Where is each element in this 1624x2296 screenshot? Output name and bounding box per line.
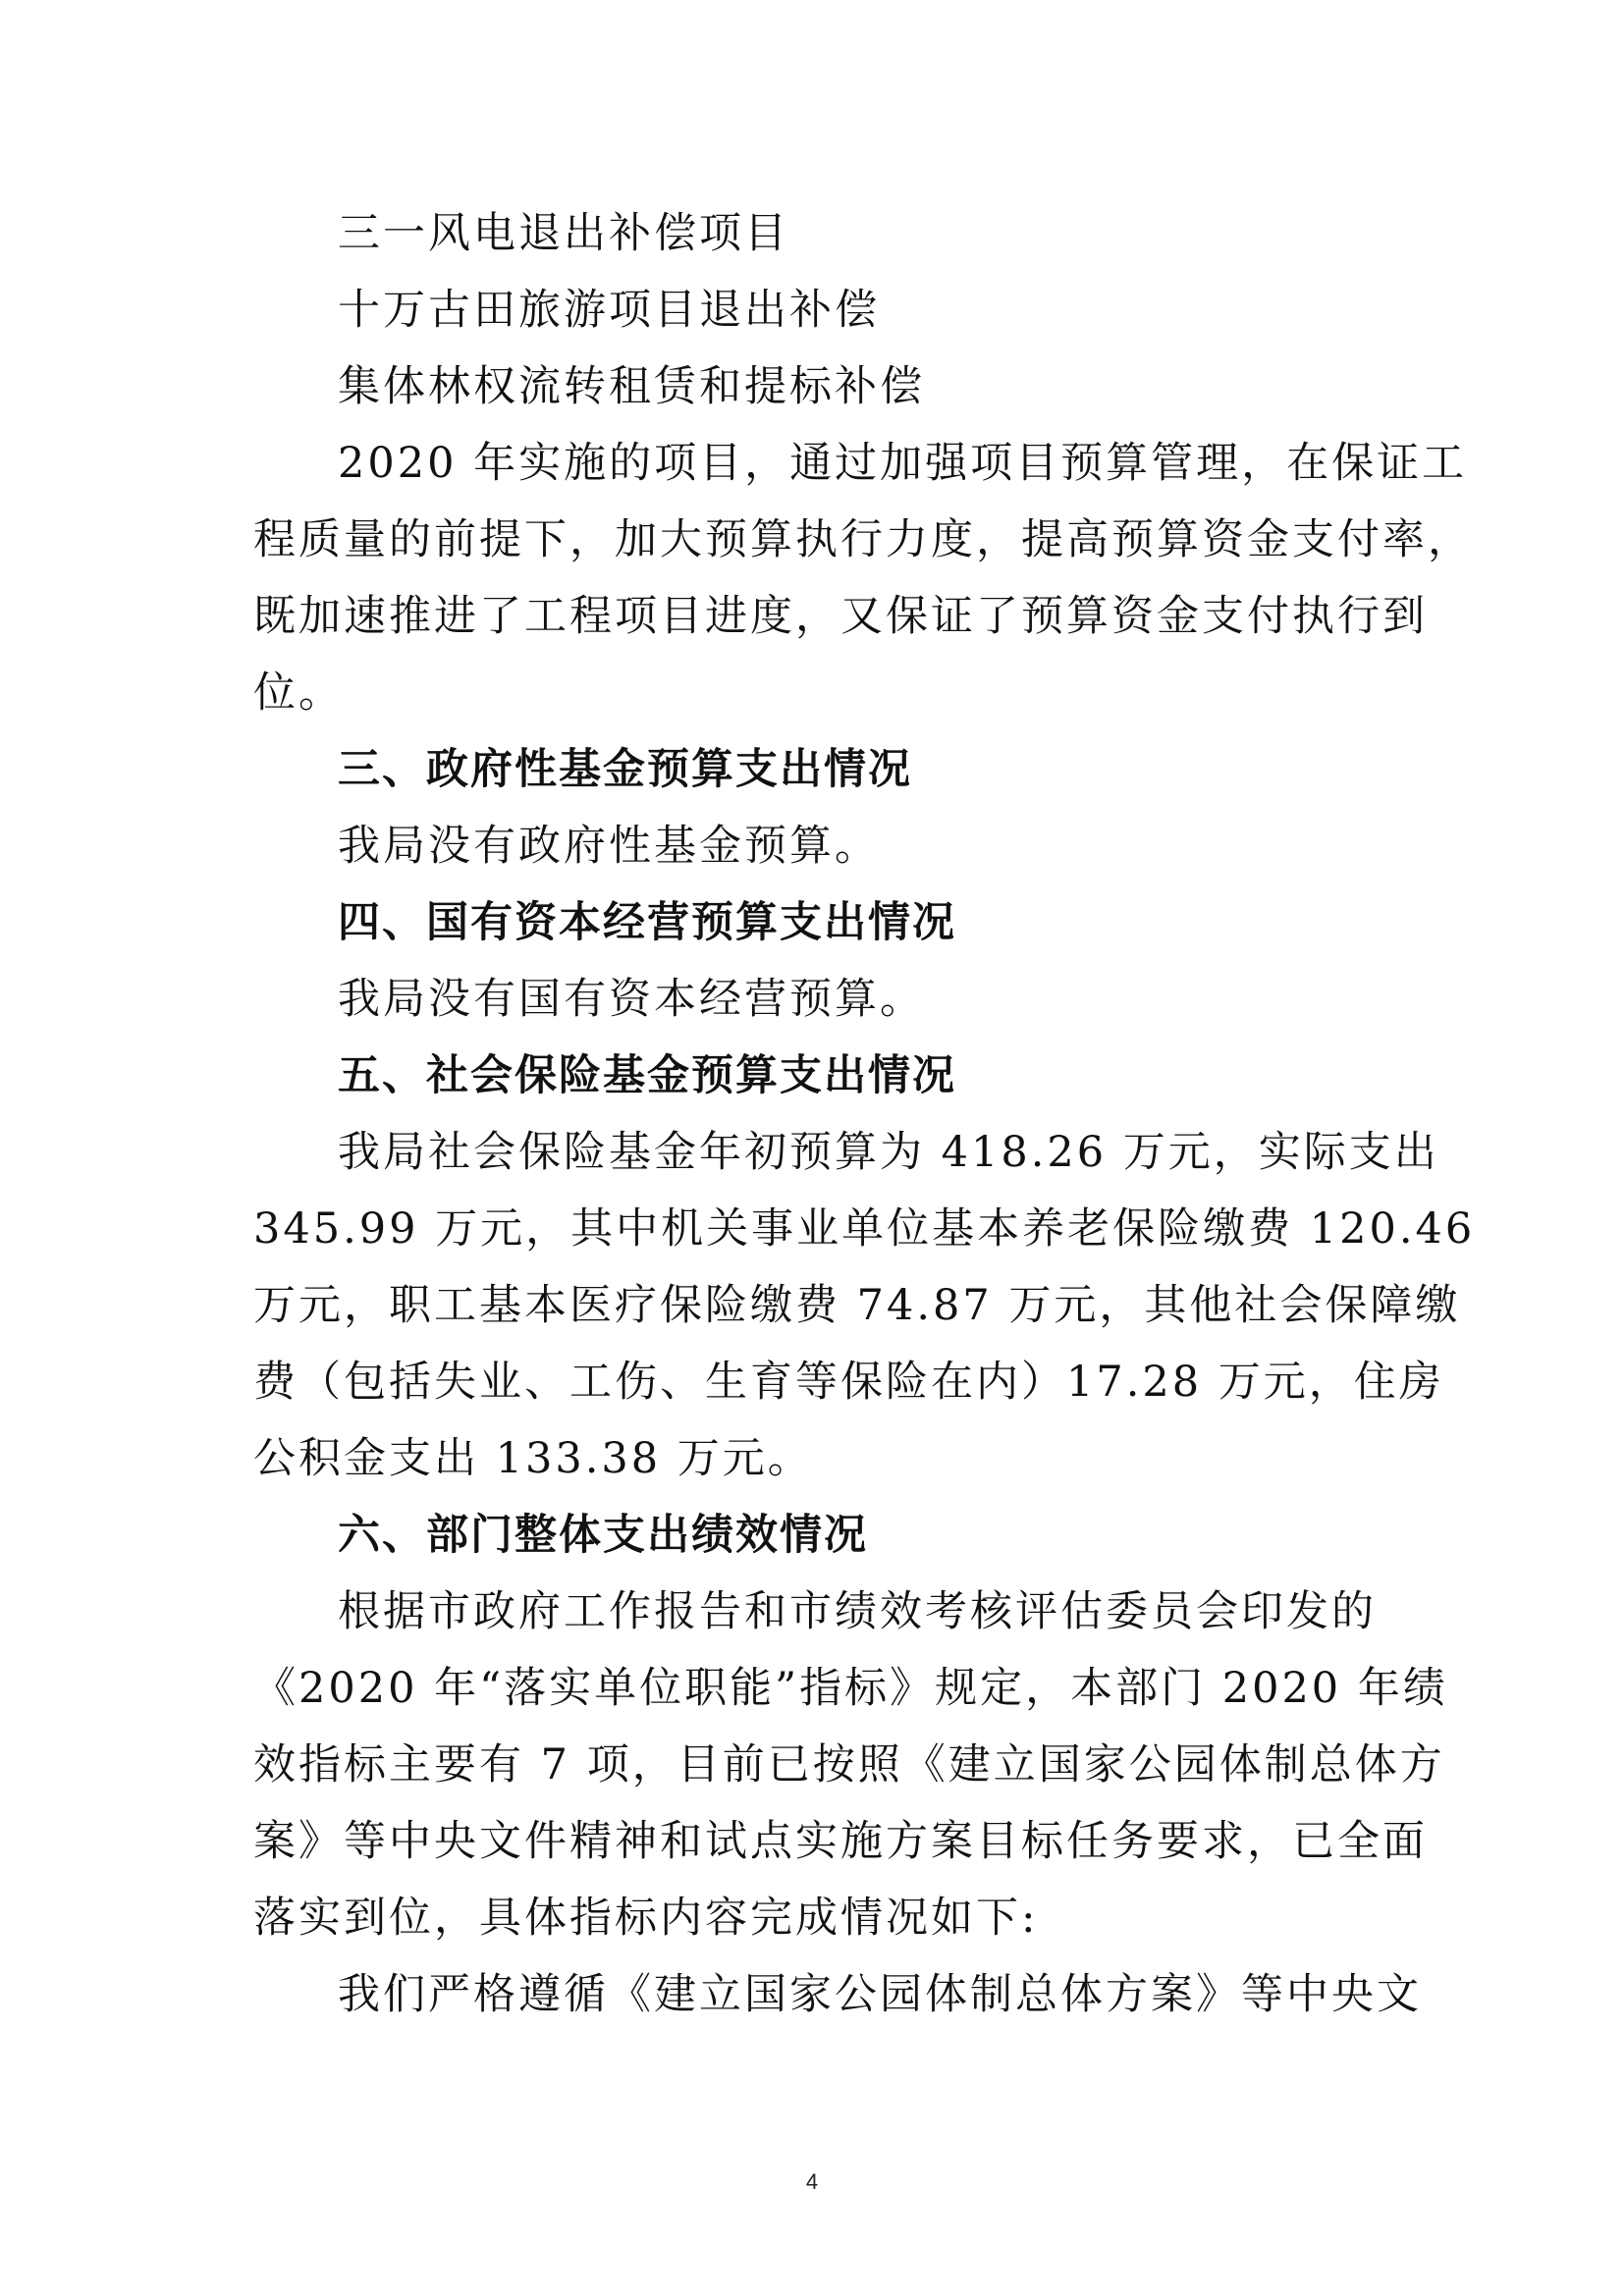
paragraph-line: 费（包括失业、工伤、生育等保险在内）17.28 万元，住房 xyxy=(253,1358,1444,1407)
paragraph-line: 落实到位，具体指标内容完成情况如下: xyxy=(253,1894,1039,1943)
paragraph-line: 2020 年实施的项目，通过加强项目预算管理，在保证工 xyxy=(338,439,1468,488)
paragraph-line: 我们严格遵循《建立国家公园体制总体方案》等中央文 xyxy=(338,1970,1422,2019)
paragraph-line: 位。 xyxy=(253,668,344,718)
paragraph-line: 效指标主要有 7 项，目前已按照《建立国家公园体制总体方 xyxy=(253,1740,1445,1789)
page-number: 4 xyxy=(805,2169,819,2194)
paragraph-line: 345.99 万元，其中机关事业单位基本养老保险缴费 120.46 xyxy=(253,1204,1476,1254)
section-heading-3: 三、政府性基金预算支出情况 xyxy=(338,745,912,794)
list-item: 十万古田旅游项目退出补偿 xyxy=(338,286,880,335)
paragraph-line: 根据市政府工作报告和市绩效考核评估委员会印发的 xyxy=(338,1587,1377,1636)
paragraph-line: 《2020 年“落实单位职能”指标》规定，本部门 2020 年绩 xyxy=(253,1664,1448,1713)
section-heading-6: 六、部门整体支出绩效情况 xyxy=(338,1511,868,1560)
section-heading-4: 四、国有资本经营预算支出情况 xyxy=(338,898,956,947)
paragraph-line: 既加速推进了工程项目进度，又保证了预算资金支付执行到 xyxy=(253,592,1428,641)
paragraph-line: 程质量的前提下，加大预算执行力度，提高预算资金支付率， xyxy=(253,515,1473,564)
list-item: 集体林权流转租赁和提标补偿 xyxy=(338,362,925,411)
paragraph-line: 我局社会保险基金年初预算为 418.26 万元，实际支出 xyxy=(338,1128,1439,1177)
paragraph-line: 案》等中央文件精神和试点实施方案目标任务要求，已全面 xyxy=(253,1817,1428,1866)
paragraph-line: 公积金支出 133.38 万元。 xyxy=(253,1434,813,1483)
paragraph-line: 万元，职工基本医疗保险缴费 74.87 万元，其他社会保障缴 xyxy=(253,1281,1461,1330)
paragraph-line: 我局没有政府性基金预算。 xyxy=(338,822,880,871)
list-item: 三一风电退出补偿项目 xyxy=(338,209,789,258)
section-heading-5: 五、社会保险基金预算支出情况 xyxy=(338,1051,956,1100)
paragraph-line: 我局没有国有资本经营预算。 xyxy=(338,975,925,1024)
